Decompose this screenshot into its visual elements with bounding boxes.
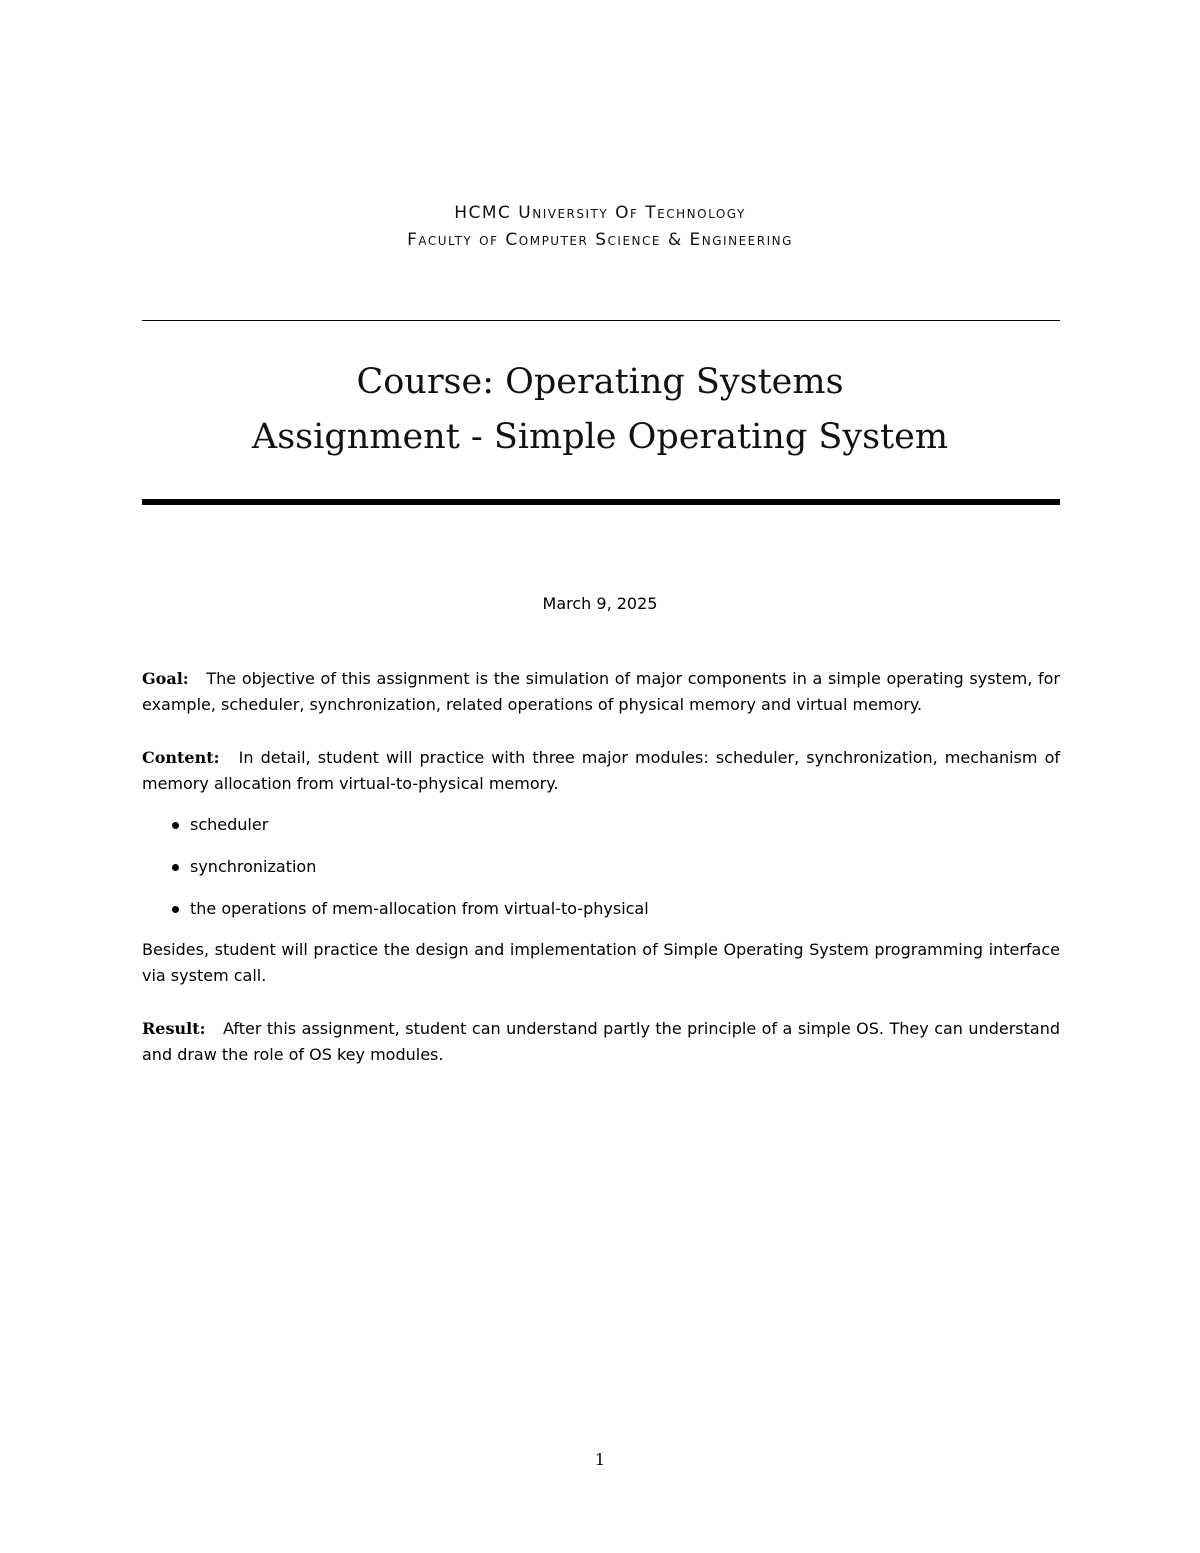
bullet-icon bbox=[172, 864, 179, 871]
faculty-name: Faculty of Computer Science & Engineering bbox=[407, 230, 793, 250]
content-paragraph bbox=[142, 745, 1060, 797]
content-label: Content: bbox=[142, 748, 220, 767]
top-rule bbox=[142, 320, 1060, 321]
module-list bbox=[172, 812, 1052, 938]
university-name: HCMC University Of Technology bbox=[454, 203, 746, 223]
result-paragraph bbox=[142, 1016, 1060, 1068]
list-item-text: the operations of mem-allocation from virtual-to-physical bbox=[190, 899, 649, 918]
goal-label: Goal: bbox=[142, 669, 189, 688]
result-label: Result: bbox=[142, 1019, 206, 1038]
list-item-text: synchronization bbox=[190, 857, 317, 876]
list-item bbox=[172, 854, 1052, 896]
bullet-icon bbox=[172, 822, 179, 829]
list-item bbox=[172, 896, 1052, 938]
document-date: March 9, 2025 bbox=[542, 594, 658, 613]
list-item bbox=[172, 812, 1052, 854]
result-text: After this assignment, student can understand partly the principle of a simple OS. They can understand and draw the role of OS key modules. bbox=[142, 1019, 1061, 1064]
course-title: Course: Operating Systems bbox=[356, 362, 844, 402]
list-item-text: scheduler bbox=[190, 815, 269, 834]
assignment-title: Assignment - Simple Operating System bbox=[251, 417, 949, 457]
bottom-rule bbox=[142, 499, 1060, 505]
page-number: 1 bbox=[594, 1450, 606, 1469]
goal-text: The objective of this assignment is the simulation of major components in a simple operating system, for example, scheduler, synchronization, related operations of physical memory and virtual memory. bbox=[142, 669, 1060, 714]
goal-paragraph bbox=[142, 666, 1060, 718]
besides-paragraph: Besides, student will practice the design and implementation of Simple Operating System programming interface via system call. bbox=[142, 940, 1060, 985]
bullet-icon bbox=[172, 906, 179, 913]
content-text: In detail, student will practice with three major modules: scheduler, synchronization, mechanism of memory allocation from virtual-to-physical memory. bbox=[142, 748, 1060, 793]
